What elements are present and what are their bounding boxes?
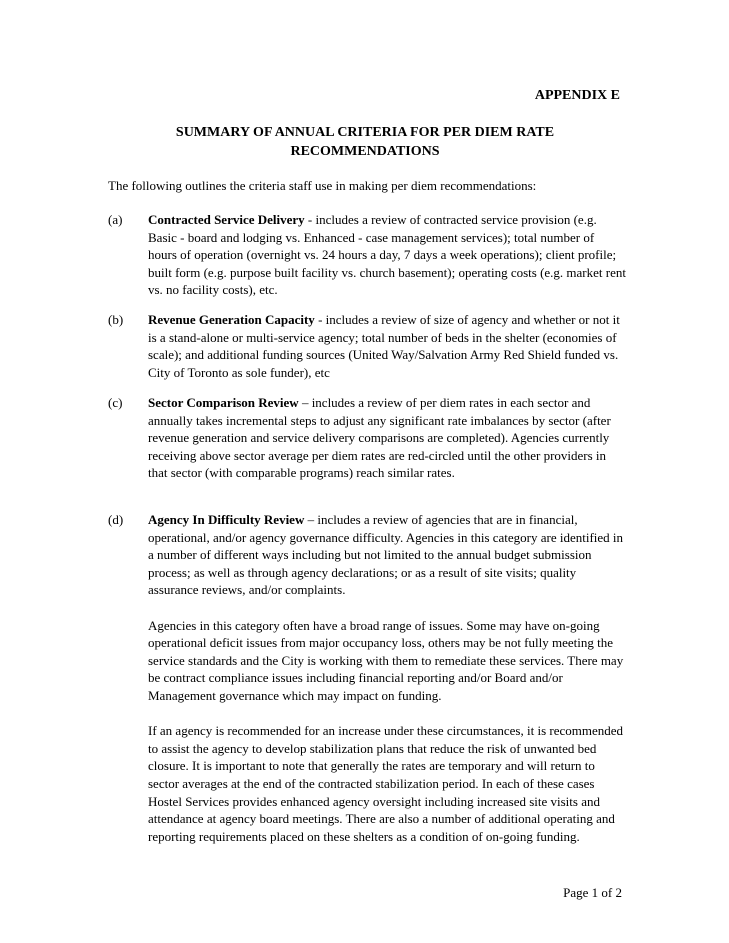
item-paragraph (148, 211, 626, 299)
item-text: - includes a review of size of agency and whether or not it is a stand-alone or multi-service agency; total number of beds in the shelter (economies of scale); and additional funding sources (United Way/Salvation Army Red Shield funded vs. City of Toronto as sole funder), etc (148, 312, 620, 380)
item-heading: Revenue Generation Capacity (148, 312, 315, 327)
item-body (148, 511, 626, 845)
item-letter: (b) (108, 312, 124, 327)
item-heading: Sector Comparison Review (148, 395, 299, 410)
item-text: - includes a review of contracted service provision (e.g. Basic - board and lodging vs. Enhanced - case management services); total number of hours of operation (overnight vs. 24 hours a day, 7 days a week operations); client profile; built form (e.g. purpose built facility vs. church basement); operating costs (e.g. market rent vs. no facility costs), etc. (148, 212, 626, 298)
title-line-1: SUMMARY OF ANNUAL CRITERIA FOR PER DIEM RATE (175, 125, 555, 140)
document-title (100, 123, 630, 161)
item-body (148, 311, 626, 381)
item-heading: Contracted Service Delivery (148, 212, 305, 227)
item-paragraph-2: Agencies in this category often have a broad range of issues. Some may have on-going operational deficit issues from major occupancy loss, others may be not fully meeting the service standards and the City is working with them to remediate these services. There may be contract compliance issues including financial reporting and/or Board and/or Management governance which may impact on funding. (148, 617, 624, 703)
title-line-2: RECOMMENDATIONS (290, 144, 440, 159)
item-text: – includes a review of agencies that are in financial, operational, and/or agency governance difficulty. Agencies in this category are identified in a number of different ways including but not limited to the annual budget submission process; as well as through agency declarations; or as a result of site visits; quality assurance reviews, and/or complaints. (148, 512, 624, 598)
intro-paragraph: The following outlines the criteria staff use in making per diem recommendations: (108, 178, 537, 193)
page-number: Page 1 of 2 (563, 885, 622, 900)
item-body (148, 394, 626, 482)
item-letter: (c) (108, 395, 123, 410)
criteria-item-c (108, 394, 628, 482)
item-letter: (a) (108, 212, 123, 227)
criteria-item-d (108, 511, 628, 845)
item-paragraph (148, 311, 626, 381)
item-letter: (d) (108, 512, 124, 527)
item-body (148, 211, 626, 299)
criteria-item-a (108, 211, 628, 299)
item-paragraph (148, 394, 626, 482)
appendix-label: APPENDIX E (534, 88, 620, 103)
criteria-item-b (108, 311, 628, 381)
item-paragraph (148, 511, 626, 599)
item-text: – includes a review of per diem rates in each sector and annually takes incremental steps to adjust any significant rate imbalances by sector (after revenue generation and service delivery comparisons are completed). Agencies currently receiving above sector average per diem rates are red-circled until the other providers in that sector (with comparable programs) reach similar rates. (148, 395, 611, 481)
item-paragraph-3: If an agency is recommended for an increase under these circumstances, it is recommended to assist the agency to develop stabilization plans that reduce the risk of unwanted bed closure. It is important to note that generally the rates are temporary and will return to sector averages at the end of the contracted stabilization period. In each of these cases Hostel Services provides enhanced agency oversight including increased site visits and attendance at agency board meetings. There are also a number of additional operating and reporting requirements placed on these shelters as a condition of on-going funding. (148, 723, 624, 844)
item-heading: Agency In Difficulty Review (148, 512, 305, 527)
